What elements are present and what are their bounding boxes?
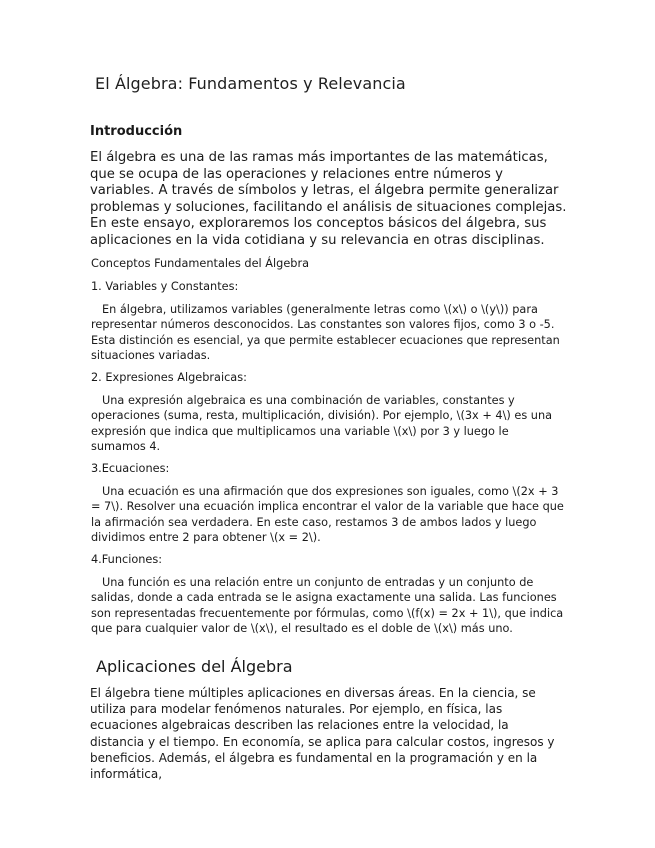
section-text-variables: En álgebra, utilizamos variables (generalmente letras como \(x\) o \(y\)) para representar números desconocidos. Las constantes son valores fijos, como 3 o -5. Esta distinción es esencial, ya que permite establecer ecuaciones que representan situaciones variadas. bbox=[91, 303, 560, 362]
intro-heading: Introducción bbox=[90, 124, 183, 139]
section-heading-expressions: 2. Expresiones Algebraicas: bbox=[91, 371, 247, 384]
intro-paragraph: El álgebra es una de las ramas más importantes de las matemáticas, que se ocupa de las operaciones y relaciones entre números y variables. A través de símbolos y letras, el álgebra permite generalizar problemas y soluciones, facilitando el análisis de situaciones complejas. En este ensayo, exploraremos los conceptos básicos del álgebra, sus aplicaciones en la vida cotidiana y su relevancia en otras disciplinas. bbox=[90, 150, 567, 248]
section-text-functions: Una función es una relación entre un conjunto de entradas y un conjunto de salidas, donde a cada entrada se le asigna exactamente una salida. Las funciones son representadas frecuentemente por fórmulas, como \(f(x) = 2x + 1\), que indica que para cualquier valor de \(x\), el resultado es el doble de \(x\) más uno. bbox=[91, 576, 564, 635]
section-text-expressions: Una expresión algebraica es una combinación de variables, constantes y operaciones (suma, resta, multiplicación, división). Por ejemplo, \(3x + 4\) es una expresión que indica que multiplicamos una variable \(x\) por 3 y luego le sumamos 4. bbox=[91, 394, 553, 453]
section-heading-functions: 4.Funciones: bbox=[91, 553, 163, 566]
section-text-equations: Una ecuación es una afirmación que dos expresiones son iguales, como \(2x + 3 = 7\). Resolver una ecuación implica encontrar el valor de la variable que hace que la afirmación sea verdadera. En este caso, restamos 3 de ambos lados y luego dividimos entre 2 para obtener \(x = 2\). bbox=[91, 485, 564, 544]
applications-paragraph: El álgebra tiene múltiples aplicaciones en diversas áreas. En la ciencia, se utiliza para modelar fenómenos naturales. Por ejemplo, en física, las ecuaciones algebraicas describen las relaciones entre la velocidad, la distancia y el tiempo. En economía, se aplica para calcular costos, ingresos y beneficios. Además, el álgebra es fundamental en la programación y en la informática, bbox=[90, 686, 555, 782]
concepts-heading: Conceptos Fundamentales del Álgebra bbox=[91, 257, 310, 270]
section-heading-variables: 1. Variables y Constantes: bbox=[91, 280, 239, 293]
section-heading-equations: 3.Ecuaciones: bbox=[91, 462, 170, 475]
document-title: El Álgebra: Fundamentos y Relevancia bbox=[95, 74, 406, 93]
applications-heading: Aplicaciones del Álgebra bbox=[96, 657, 293, 676]
